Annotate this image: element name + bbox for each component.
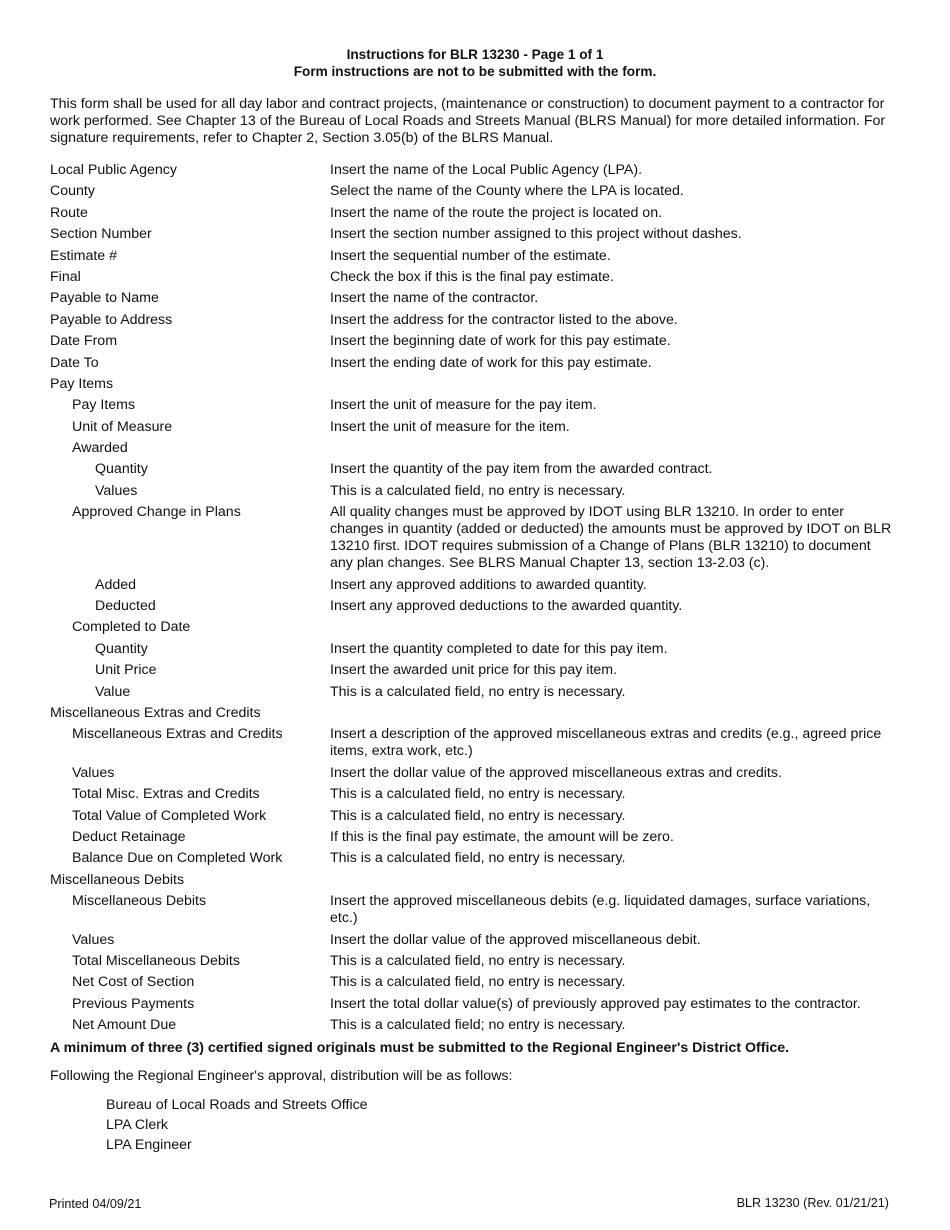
row-desc: If this is the final pay estimate, the amount will be zero.	[330, 828, 674, 845]
row-desc: Insert the section number assigned to this project without dashes.	[330, 226, 742, 243]
row-desc: Insert the quantity completed to date for this pay item.	[330, 640, 668, 657]
instruction-row	[50, 765, 900, 786]
row-label: Approved Change in Plans	[72, 504, 241, 521]
instruction-list	[50, 162, 900, 1038]
row-desc: Insert the dollar value of the approved miscellaneous debit.	[330, 931, 701, 948]
instruction-row	[50, 397, 900, 418]
row-label: Values	[72, 931, 115, 948]
subsection-heading: Completed to Date	[72, 619, 191, 636]
instruction-row	[50, 226, 900, 247]
subsection-heading-row	[50, 619, 900, 640]
row-desc: Insert any approved additions to awarded quantity.	[330, 576, 647, 593]
instruction-row	[50, 850, 900, 871]
instruction-row	[50, 808, 900, 829]
instruction-row	[50, 598, 900, 619]
row-label: Payable to Name	[50, 290, 159, 307]
row-desc: Insert the name of the contractor.	[330, 290, 539, 307]
instruction-row	[50, 205, 900, 226]
row-desc: This is a calculated field, no entry is necessary.	[330, 482, 626, 499]
instruction-row	[50, 996, 900, 1017]
row-desc: This is a calculated field, no entry is necessary.	[330, 974, 626, 991]
instruction-row	[50, 483, 900, 504]
instruction-row	[50, 162, 900, 183]
row-desc: Insert the ending date of work for this pay estimate.	[330, 354, 652, 371]
intro-paragraph: This form shall be used for all day labor and contract projects, (maintenance or construction) to document payment to a contractor for work performed. See Chapter 13 of the Bureau of Local Roads and Streets Manual (BLRS Manual) for more detailed information. For signature requirements, refer to Chapter 2, Section 3.05(b) of the BLRS Manual.	[50, 96, 886, 146]
instruction-row	[50, 932, 900, 953]
row-desc: All quality changes must be approved by IDOT using BLR 13210. In order to enter changes in quantity (added or deducted) the amounts must be approved by IDOT on BLR 13210 first. IDOT requires submission of a Change of Plans (BLR 13210) to document any plan changes. See BLRS Manual Chapter 13, section 13-2.03 (c).	[330, 504, 892, 572]
instruction-row	[50, 461, 900, 482]
row-label: Payable to Address	[50, 311, 173, 328]
row-desc: Insert the total dollar value(s) of previously approved pay estimates to the contractor.	[330, 995, 861, 1012]
instruction-row	[50, 974, 900, 995]
row-desc: Insert the unit of measure for the item.	[330, 418, 570, 435]
document-title: Instructions for BLR 13230 - Page 1 of 1	[346, 47, 604, 62]
instruction-row	[50, 312, 900, 333]
distribution-list	[106, 1095, 368, 1155]
row-desc: This is a calculated field, no entry is necessary.	[330, 786, 626, 803]
row-desc: This is a calculated field, no entry is necessary.	[330, 952, 626, 969]
instruction-row	[50, 726, 900, 764]
row-label: Pay Items	[72, 397, 136, 414]
row-desc: Select the name of the County where the LPA is located.	[330, 183, 684, 200]
instruction-row	[50, 577, 900, 598]
row-desc: This is a calculated field, no entry is necessary.	[330, 807, 626, 824]
row-desc: This is a calculated field, no entry is necessary.	[330, 850, 626, 867]
subsection-heading: Awarded	[72, 440, 128, 457]
row-label: Quantity	[95, 640, 148, 657]
document-subtitle: Form instructions are not to be submitted with the form.	[293, 64, 657, 79]
row-label: Total Value of Completed Work	[72, 807, 267, 824]
row-label: County	[50, 183, 95, 200]
instruction-row	[50, 355, 900, 376]
row-desc: Insert the dollar value of the approved miscellaneous extras and credits.	[330, 764, 782, 781]
instruction-row	[50, 893, 900, 931]
row-label: Date From	[50, 333, 118, 350]
row-label: Date To	[50, 354, 99, 371]
distribution-item: LPA Clerk	[106, 1117, 169, 1133]
document-header	[0, 46, 950, 80]
row-desc: This is a calculated field, no entry is necessary.	[330, 683, 626, 700]
row-label: Miscellaneous Extras and Credits	[72, 726, 283, 743]
row-label: Unit Price	[95, 662, 157, 679]
row-desc: Insert the quantity of the pay item from the awarded contract.	[330, 461, 713, 478]
section-heading-row	[50, 376, 900, 397]
row-label: Added	[95, 576, 137, 593]
row-label: Balance Due on Completed Work	[72, 850, 283, 867]
row-label: Unit of Measure	[72, 418, 173, 435]
row-label: Route	[50, 204, 88, 221]
instruction-row	[50, 290, 900, 311]
row-label: Net Cost of Section	[72, 974, 195, 991]
row-desc: This is a calculated field; no entry is necessary.	[330, 1017, 626, 1034]
row-label: Miscellaneous Debits	[72, 893, 207, 910]
instruction-row	[50, 248, 900, 269]
row-label: Section Number	[50, 226, 152, 243]
row-label: Values	[72, 764, 115, 781]
instruction-row	[50, 419, 900, 440]
row-label: Deduct Retainage	[72, 828, 186, 845]
subsection-heading-row	[50, 440, 900, 461]
section-heading: Miscellaneous Extras and Credits	[50, 704, 261, 721]
row-label: Values	[95, 482, 138, 499]
instruction-row	[50, 504, 900, 576]
row-label: Local Public Agency	[50, 162, 177, 178]
row-desc: Insert the name of the Local Public Agency (LPA).	[330, 162, 643, 178]
printed-date: Printed 04/09/21	[49, 1197, 142, 1211]
row-label: Previous Payments	[72, 995, 195, 1012]
row-desc: Insert the address for the contractor listed to the above.	[330, 311, 678, 328]
submission-requirement-note: A minimum of three (3) certified signed originals must be submitted to the Regional Engineer's District Office.	[50, 1040, 790, 1056]
row-label: Value	[95, 683, 131, 700]
row-desc: Insert any approved deductions to the awarded quantity.	[330, 598, 683, 615]
row-label: Deducted	[95, 598, 156, 615]
instruction-row	[50, 953, 900, 974]
row-desc: Insert the approved miscellaneous debits (e.g. liquidated damages, surface variations, etc.)	[330, 893, 871, 927]
instruction-row	[50, 684, 900, 705]
row-label: Final	[50, 268, 81, 285]
instruction-row	[50, 641, 900, 662]
distribution-intro: Following the Regional Engineer's approval, distribution will be as follows:	[50, 1068, 513, 1084]
instruction-row	[50, 333, 900, 354]
form-revision: BLR 13230 (Rev. 01/21/21)	[736, 1196, 889, 1210]
row-desc: Insert the sequential number of the estimate.	[330, 247, 611, 264]
row-desc: Insert the beginning date of work for this pay estimate.	[330, 333, 671, 350]
instruction-row	[50, 1017, 900, 1038]
section-heading-row	[50, 705, 900, 726]
row-desc: Check the box if this is the final pay estimate.	[330, 268, 614, 285]
instruction-row	[50, 829, 900, 850]
row-desc: Insert the name of the route the project is located on.	[330, 204, 663, 221]
row-desc: Insert the unit of measure for the pay item.	[330, 397, 597, 414]
instruction-row	[50, 269, 900, 290]
section-heading-row	[50, 872, 900, 893]
distribution-item: LPA Engineer	[106, 1137, 192, 1153]
row-label: Estimate #	[50, 247, 118, 264]
instruction-row	[50, 786, 900, 807]
row-desc: Insert the awarded unit price for this pay item.	[330, 662, 618, 679]
row-desc: Insert a description of the approved miscellaneous extras and credits (e.g., agreed price items, extra work, etc.)	[330, 726, 882, 760]
instruction-row	[50, 183, 900, 204]
row-label: Total Misc. Extras and Credits	[72, 786, 260, 803]
instruction-row	[50, 662, 900, 683]
row-label: Quantity	[95, 461, 148, 478]
distribution-item: Bureau of Local Roads and Streets Office	[106, 1097, 368, 1113]
section-heading: Pay Items	[50, 375, 114, 392]
section-heading: Miscellaneous Debits	[50, 871, 185, 888]
row-label: Total Miscellaneous Debits	[72, 952, 240, 969]
row-label: Net Amount Due	[72, 1017, 177, 1034]
